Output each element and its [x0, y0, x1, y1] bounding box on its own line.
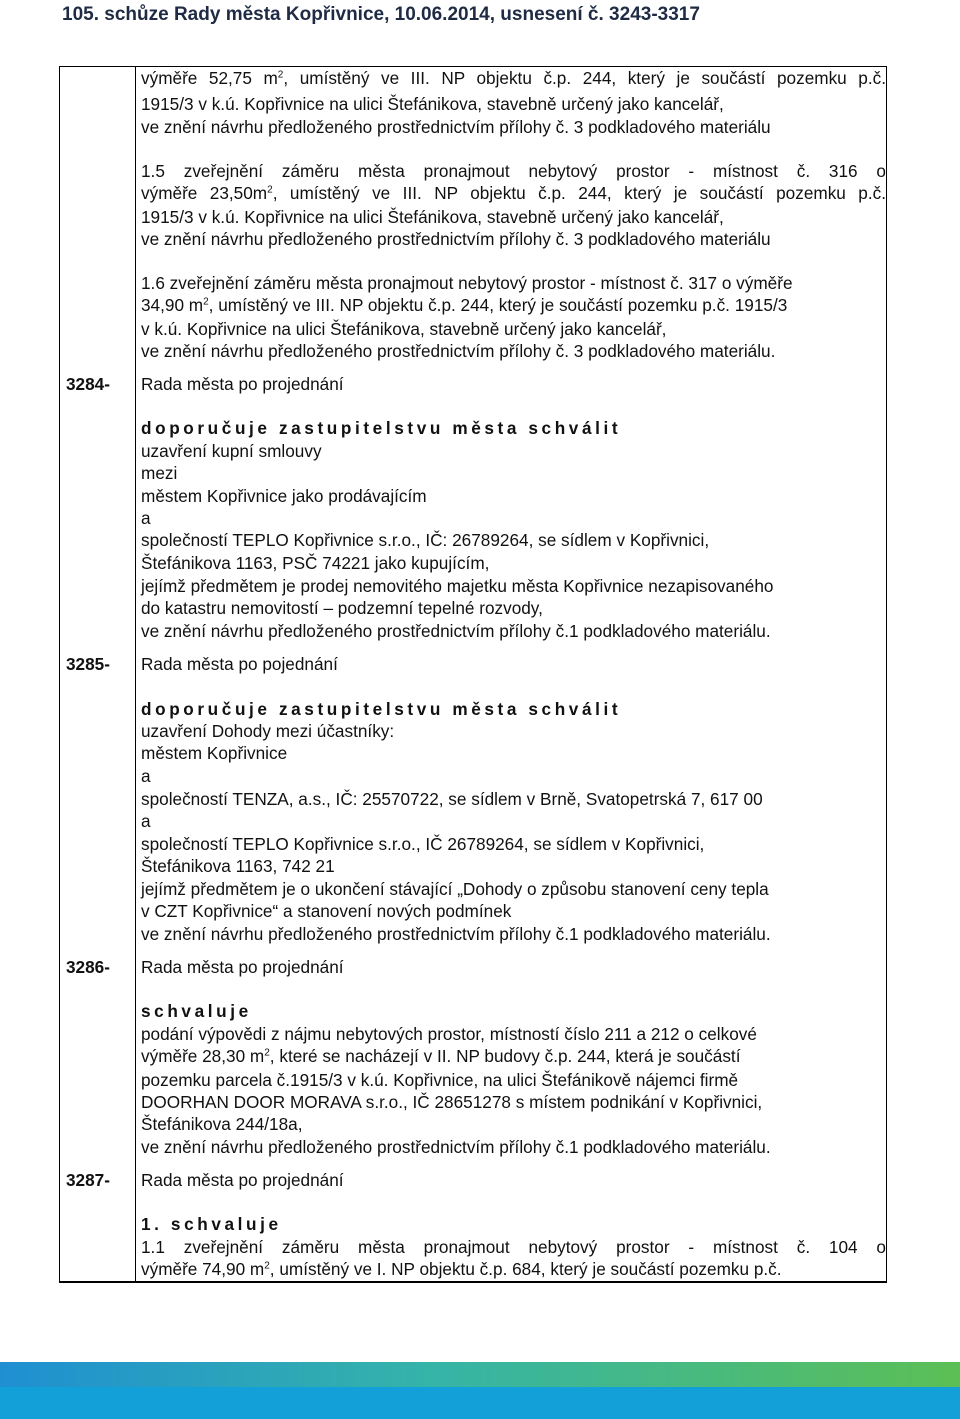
text-line: ve znění návrhu předloženého prostřednictvím přílohy č. 3 podkladového materiálu. [141, 341, 776, 361]
resolution-verb: schvaluje [141, 1001, 252, 1021]
resolution-heading: Rada města po pojednání [141, 654, 338, 674]
text-line: a [141, 508, 151, 528]
resolution-number: 3286- [66, 957, 110, 977]
text-line: společností TEPLO Kopřivnice s.r.o., IČ: 26789264, se sídlem v Kopřivnici, [141, 530, 710, 550]
text-line: 1.6 zveřejnění záměru města pronajmout nebytový prostor - místnost č. 317 o výměře [141, 273, 793, 293]
text-line: společností TENZA, a.s., IČ: 25570722, se sídlem v Brně, Svatopetrská 7, 617 00 [141, 789, 763, 809]
text-line: uzavření Dohody mezi účastníky: [141, 721, 395, 741]
text-line: městem Kopřivnice [141, 743, 288, 763]
text-line: do katastru nemovitostí – podzemní tepelné rozvody, [141, 598, 543, 618]
text-line: ve znění návrhu předloženého prostřednictvím přílohy č. 3 podkladového materiálu [141, 117, 771, 137]
resolution-number: 3285- [66, 654, 110, 674]
text-line: ve znění návrhu předloženého prostřednictvím přílohy č.1 podkladového materiálu. [141, 621, 771, 641]
table-bottom-border [59, 1281, 887, 1282]
text-line: v k.ú. Kopřivnice na ulici Štefánikova, stavebně určený jako kancelář, [141, 319, 667, 339]
resolution-heading: Rada města po projednání [141, 374, 344, 394]
text-line: Štefánikova 244/18a, [141, 1114, 303, 1134]
text-line: ve znění návrhu předloženého prostřednictvím přílohy č.1 podkladového materiálu. [141, 924, 771, 944]
resolution-number: 3287- [66, 1170, 110, 1190]
resolution-verb: 1. schvaluje [141, 1214, 282, 1234]
text-line: Štefánikova 1163, 742 21 [141, 856, 335, 876]
text-line: 1915/3 v k.ú. Kopřivnice na ulici Štefánikova, stavebně určený jako kancelář, [141, 94, 724, 114]
text-line: jejímž předmětem je prodej nemovitého majetku města Kopřivnice nezapisovaného [141, 576, 774, 596]
resolution-verb: doporučuje zastupitelstvu města schválit [141, 699, 622, 719]
table-column-divider [135, 66, 136, 1283]
text-line: ve znění návrhu předloženého prostřednictvím přílohy č.1 podkladového materiálu. [141, 1137, 771, 1157]
text-line: uzavření kupní smlouvy [141, 441, 322, 461]
text-line: jejímž předmětem je o ukončení stávající „Dohody o způsobu stanovení ceny tepla [141, 879, 769, 899]
text-line: podání výpovědi z nájmu nebytových prostor, místností číslo 211 a 212 o celkové [141, 1024, 757, 1044]
text-line: výměře $23,50m^2$, umístěný ve III. NP objektu č.p. 244, který je součástí pozemku p.č. [141, 183, 887, 203]
text-line: v CZT Kopřivnice“ a stanovení nových podmínek [141, 901, 512, 921]
resolution-verb: doporučuje zastupitelstvu města schválit [141, 418, 622, 438]
text-line: společností TEPLO Kopřivnice s.r.o., IČ 26789264, se sídlem v Kopřivnici, [141, 834, 705, 854]
text-line: 1.1 zveřejnění záměru města pronajmout nebytový prostor - místnost č. 104 o [141, 1237, 886, 1257]
text-line: mezi [141, 463, 178, 483]
page-header-title: 105. schůze Rady města Kopřivnice, 10.06.2014, usnesení č. 3243-3317 [62, 4, 700, 25]
text-line: a [141, 766, 151, 786]
footer-color-bar [0, 1387, 960, 1419]
text-line: DOORHAN DOOR MORAVA s.r.o., IČ 28651278 s místem podnikání v Kopřivnici, [141, 1092, 763, 1112]
text-line: výměře 28,30 $m^2$, které se nacházejí v II. NP budovy č.p. 244, která je součástí [141, 1046, 741, 1066]
resolution-number: 3284- [66, 374, 110, 394]
text-line: 1915/3 v k.ú. Kopřivnice na ulici Štefánikova, stavebně určený jako kancelář, [141, 207, 724, 227]
text-line: a [141, 811, 151, 831]
text-line: výměře 74,90 $m^2$, umístěný ve I. NP objektu č.p. 684, který je součástí pozemku p.č. [141, 1259, 782, 1279]
text-line: pozemku parcela č.1915/3 v k.ú. Kopřivnice, na ulici Štefánikově nájemci firmě [141, 1070, 739, 1090]
text-line: 34,90 $m^2$, umístěný ve III. NP objektu č.p. 244, který je součástí pozemku p.č. 1915/3 [141, 295, 788, 315]
text-line: 1.5 zveřejnění záměru města pronajmout nebytový prostor - místnost č. 316 o [141, 161, 886, 181]
text-line: Štefánikova 1163, PSČ 74221 jako kupujícím, [141, 553, 490, 573]
text-line: výměře 52,75 $m^2$, umístěný ve III. NP objektu č.p. 244, který je součástí pozemku p.č. [141, 68, 887, 88]
text-line: ve znění návrhu předloženého prostřednictvím přílohy č. 3 podkladového materiálu [141, 229, 771, 249]
resolution-heading: Rada města po projednání [141, 1170, 344, 1190]
resolution-heading: Rada města po projednání [141, 957, 344, 977]
text-line: městem Kopřivnice jako prodávajícím [141, 486, 427, 506]
